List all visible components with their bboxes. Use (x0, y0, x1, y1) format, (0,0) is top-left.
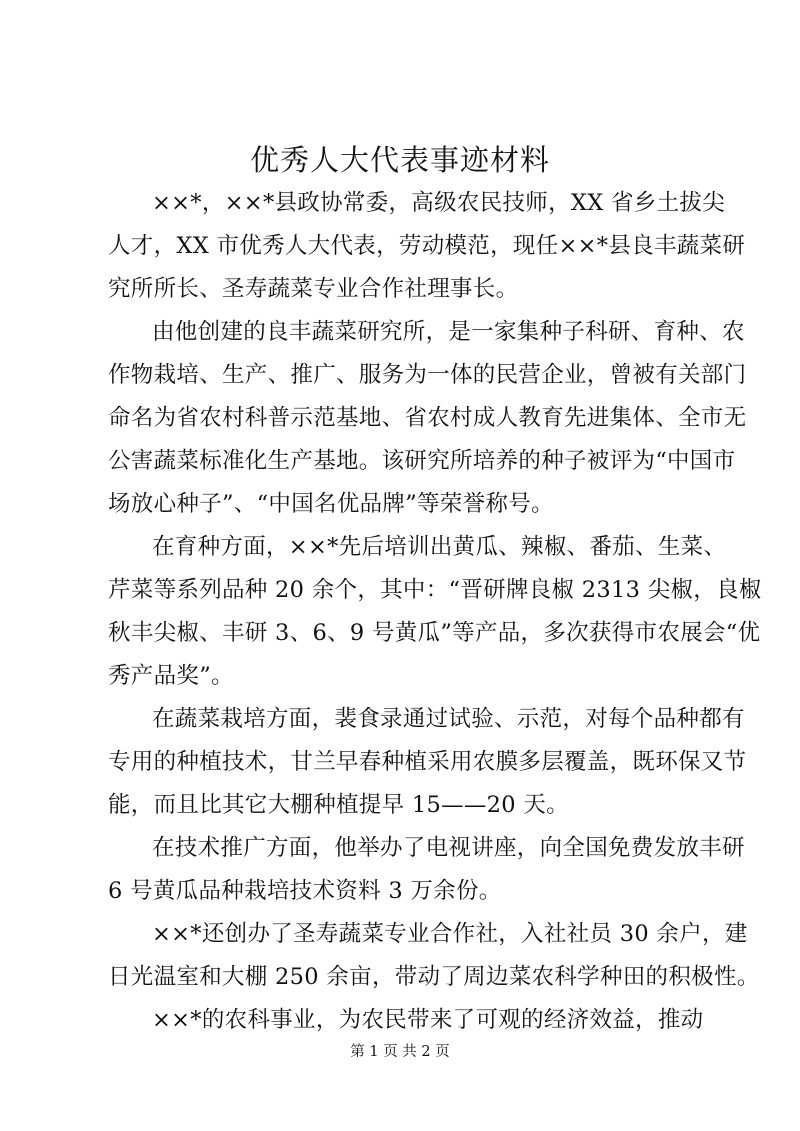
body-line: 人才，XX 市优秀人大代表，劳动模范，现任××*县良丰蔬菜研 (108, 233, 746, 259)
body-line: ××*的农科事业，为农民带来了可观的经济效益，推动 (152, 1007, 704, 1033)
body-line: 场放心种子”、“中国名优品牌”等荣誉称号。 (108, 491, 554, 517)
body-line: 由他创建的良丰蔬菜研究所，是一家集种子科研、育种、农 (152, 319, 745, 345)
page-footer: 第 1 页 共 2 页 (350, 1044, 450, 1060)
body-line: 秀产品奖”。 (108, 663, 234, 689)
body-line: 秋丰尖椒、丰研 3、6、9 号黄瓜”等产品，多次获得市农展会“优 (108, 620, 761, 646)
body-line: 芹菜等系列品种 20 余个，其中：“晋研牌良椒 2313 尖椒，良椒 (108, 577, 762, 603)
body-line: ××*，××*县政协常委，高级农民技师，XX 省乡土拔尖 (152, 190, 725, 216)
body-line: 作物栽培、生产、推广、服务为一体的民营企业，曾被有关部门 (108, 362, 747, 388)
body-line: 在蔬菜栽培方面，裴食录通过试验、示范，对每个品种都有 (152, 706, 745, 732)
body-line: 究所所长、圣寿蔬菜专业合作社理事长。 (108, 276, 519, 302)
body-line: 在育种方面，××*先后培训出黄瓜、辣椒、番茄、生菜、 (152, 534, 727, 560)
body-line: 命名为省农村科普示范基地、省农村成人教育先进集体、全市无 (108, 405, 747, 431)
body-line: 在技术推广方面，他举办了电视讲座，向全国免费发放丰研 (152, 835, 745, 861)
body-line: 能，而且比其它大棚种植提早 15——20 天。 (108, 792, 569, 818)
body-line: 6 号黄瓜品种栽培技术资料 3 万余份。 (108, 878, 502, 904)
body-line: 公害蔬菜标准化生产基地。该研究所培养的种子被评为“中国市 (108, 448, 736, 474)
body-line: 日光温室和大棚 250 余亩，带动了周边菜农科学种田的积极性。 (108, 964, 760, 990)
body-line: 专用的种植技术，甘兰早春种植采用农膜多层覆盖，既环保又节 (108, 749, 747, 775)
document-title: 优秀人大代表事迹材料 (249, 143, 550, 177)
body-line: ××*还创办了圣寿蔬菜专业合作社，入社社员 30 余户，建 (152, 921, 748, 947)
